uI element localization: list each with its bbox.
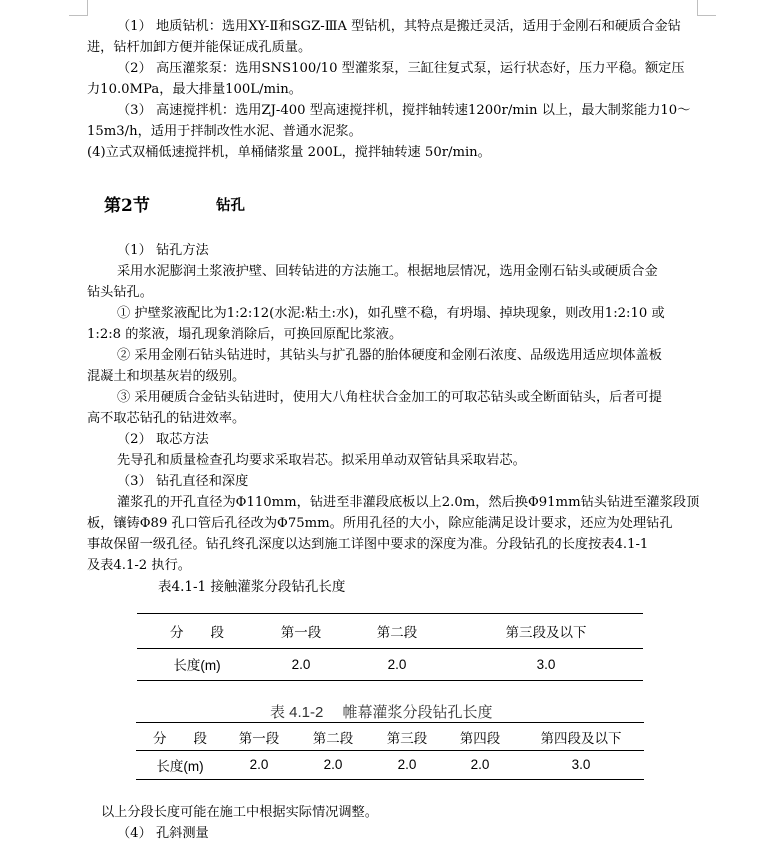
- text-line: 钻头钻孔。: [87, 285, 153, 300]
- text-line: （3） 钻孔直径和深度: [117, 474, 249, 489]
- text-line: （1） 钻孔方法: [117, 243, 209, 258]
- table2-header-cell: 第四段: [459, 730, 501, 746]
- table1-bottom-rule: [137, 680, 643, 681]
- table2-data-row: [136, 750, 644, 779]
- text-line: ① 护壁浆液配比为1:2:12(水泥:粘土:水)，如孔壁不稳，有坍塌、掉块现象，则改用1:2:10 或: [117, 306, 665, 321]
- table1-cell: 长度(m): [173, 658, 221, 673]
- table2-header-cell: 第一段: [238, 730, 280, 746]
- text-line: （3） 高速搅拌机：选用ZJ-400 型高速搅拌机，搅拌轴转速1200r/min 以上，最大制浆能力10～: [117, 103, 691, 118]
- text-line: 以上分段长度可能在施工中根据实际情况调整。: [101, 805, 378, 820]
- corner-mark-left: [69, 0, 88, 16]
- table1: [137, 614, 643, 680]
- table1-cell: 3.0: [536, 656, 556, 672]
- table1-cell: 2.0: [291, 656, 311, 672]
- text-line: 1:2:8 的浆液，塌孔现象消除后，可换回原配比浆液。: [87, 327, 403, 342]
- text-line: （4） 孔斜测量: [117, 826, 209, 841]
- table2-cell: 2.0: [397, 757, 417, 772]
- section-title: 钻孔: [216, 197, 245, 214]
- table2-header-cell: 第二段: [312, 730, 354, 746]
- table2-header-cell: 第四段及以下: [540, 730, 622, 746]
- table2-cell: 2.0: [470, 757, 490, 772]
- section-number: 第2节: [104, 196, 150, 216]
- text-line: （1） 地质钻机：选用XY-Ⅱ和SGZ-ⅢA 型钻机，其特点是搬迁灵活，适用于金刚石和硬质合金钻: [117, 19, 681, 34]
- text-line: 事故保留一级孔径。钻孔终孔深度以达到施工详图中要求的深度为准。分段钻孔的长度按表4.1-1: [87, 537, 649, 552]
- table1-cell: 2.0: [387, 656, 407, 672]
- table2-caption: 表 4.1-2 帷幕灌浆分段钻孔长度: [270, 704, 493, 721]
- table2-bottom-rule: [136, 779, 644, 780]
- table1-header-cell: 分 段: [170, 625, 224, 640]
- text-line: 进，钻杆加卸方便并能保证成孔质量。: [87, 40, 312, 55]
- table1-header-cell: 第一段: [280, 625, 322, 640]
- text-line: 板，镶铸Φ89 孔口管后孔径改为Φ75mm。所用孔径的大小，除应能满足设计要求，还应为处理钻孔: [87, 516, 673, 531]
- text-line: ② 采用金刚石钻头钻进时，其钻头与扩孔器的胎体硬度和金刚石浓度、品级选用适应坝体盖板: [117, 348, 662, 363]
- text-line: 15m3/h，适用于拌制改性水泥、普通水泥浆。: [87, 124, 362, 139]
- text-line: (4)立式双桶低速搅拌机，单桶储浆量 200L，搅拌轴转速 50r/min。: [87, 145, 491, 160]
- text-line: 混凝土和坝基灰岩的级别。: [87, 369, 246, 384]
- table1-header-row: [137, 614, 643, 648]
- table1-header-cell: 第三段及以下: [505, 625, 587, 640]
- text-line: 高不取芯钻孔的钻进效率。: [87, 411, 246, 426]
- table1-data-row: [137, 648, 643, 680]
- text-line: （2） 高压灌浆泵：选用SNS100/10 型灌浆泵，三缸往复式泵，运行状态好，压力平稳。额定压: [117, 61, 685, 76]
- text-line: 灌浆孔的开孔直径为Φ110mm，钻进至非灌段底板以上2.0m，然后换Φ91mm钻头钻进至灌浆段顶: [117, 495, 700, 510]
- text-line: 及表4.1-2 执行。: [87, 558, 191, 573]
- text-line: ③ 采用硬质合金钻头钻进时，使用大八角柱状合金加工的可取芯钻头或全断面钻头，后者可提: [117, 390, 662, 405]
- corner-mark-right: [697, 0, 716, 16]
- table2-header-cell: 第三段: [386, 730, 428, 746]
- table2-cell: 2.0: [323, 757, 343, 772]
- text-line: 采用水泥膨润土浆液护壁、回转钻进的方法施工。根据地层情况，选用金刚石钻头或硬质合金: [117, 264, 658, 279]
- table2-cell: 长度(m): [156, 758, 204, 774]
- text-line: （2） 取芯方法: [117, 432, 209, 447]
- table2-cell: 2.0: [249, 757, 269, 772]
- table2-header-row: [136, 723, 644, 750]
- table2-cell: 3.0: [571, 757, 591, 772]
- text-line: 力10.0MPa，最大排量100L/min。: [87, 82, 302, 97]
- table2-header-cell: 分 段: [153, 730, 207, 746]
- table1-header-cell: 第二段: [376, 625, 418, 640]
- table2: [136, 723, 644, 779]
- text-line: 先导孔和质量检查孔均要求采取岩芯。拟采用单动双管钻具采取岩芯。: [117, 453, 526, 468]
- table1-caption: 表4.1-1 接触灌浆分段钻孔长度: [158, 579, 346, 595]
